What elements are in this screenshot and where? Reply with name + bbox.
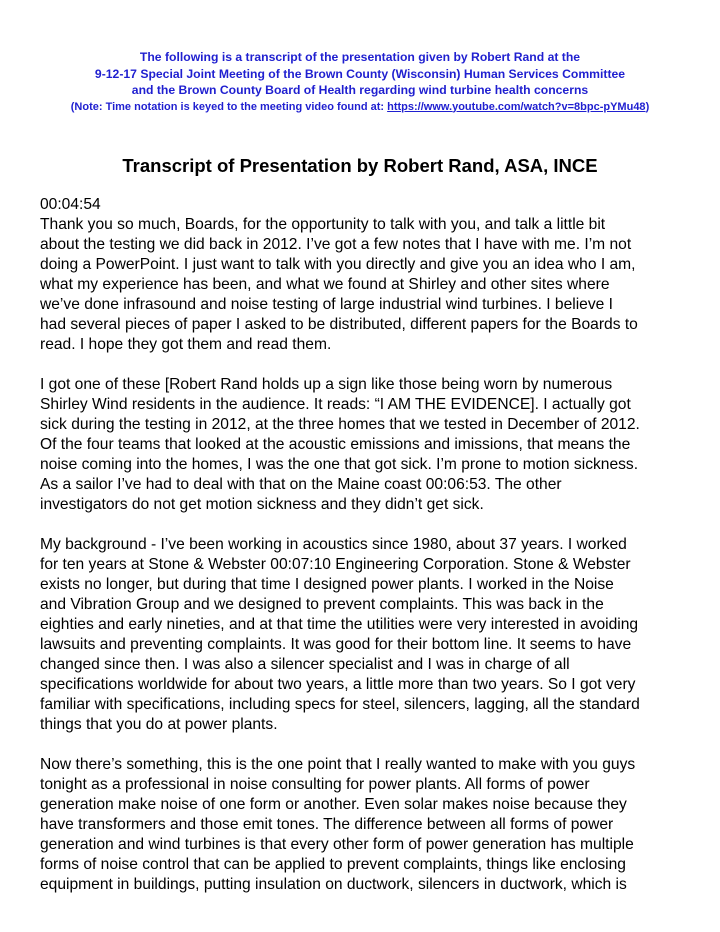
- transcript-paragraph: [40, 195, 680, 355]
- transcript-line: and Vibration Group and we designed to prevent complaints. This was back in the: [40, 596, 604, 613]
- header-note-prefix: (Note: Time notation is keyed to the meeting video found at:: [70, 100, 388, 113]
- transcript-line: about the testing we did back in 2012. I’ve got a few notes that I have with me. I’m not: [40, 236, 632, 253]
- transcript-line: sick during the testing in 2012, at the three homes that we tested in December of 2012.: [40, 416, 640, 433]
- transcript-body: [40, 195, 680, 895]
- transcript-line: exists no longer, but during that time I designed power plants. I worked in the Noise: [40, 576, 614, 593]
- transcript-line: noise coming into the homes, I was the one that got sick. I’m prone to motion sickness.: [40, 456, 639, 473]
- transcript-line: Of the four teams that looked at the acoustic emissions and imissions, that means the: [40, 436, 631, 453]
- header-note: [40, 99, 680, 116]
- transcript-line: generation make noise of one form or another. Even solar makes noise because they: [40, 796, 627, 813]
- transcript-line: generation and wind turbines is that every other form of power generation has multiple: [40, 836, 634, 853]
- transcript-line: equipment in buildings, putting insulation on ductwork, silencers in ductwork, which is: [40, 876, 627, 893]
- header-line-2: 9-12-17 Special Joint Meeting of the Brown County (Wisconsin) Human Services Committee: [94, 66, 626, 81]
- transcript-line: for ten years at Stone & Webster 00:07:10 Engineering Corporation. Stone & Webster: [40, 556, 631, 573]
- transcript-line: forms of noise control that can be applied to prevent complaints, things like enclosing: [40, 856, 626, 873]
- transcript-line: we’ve done infrasound and noise testing of large industrial wind turbines. I believe I: [40, 296, 613, 313]
- transcript-paragraph: [40, 375, 680, 515]
- transcript-line: investigators do not get motion sickness and they didn’t get sick.: [40, 496, 484, 513]
- transcript-paragraph: [40, 755, 680, 895]
- transcript-paragraph: [40, 535, 680, 735]
- document-title: Transcript of Presentation by Robert Rand, ASA, INCE: [122, 155, 598, 176]
- header-note-suffix: ): [645, 100, 650, 113]
- transcript-line: specifications worldwide for about two years, a little more than two years. So I got very: [40, 676, 636, 693]
- transcript-line: My background - I’ve been working in acoustics since 1980, about 37 years. I worked: [40, 536, 627, 553]
- transcript-line: familiar with specifications, including specs for steel, silencers, lagging, all the standard: [40, 696, 640, 713]
- transcript-line: tonight as a professional in noise consulting for power plants. All forms of power: [40, 776, 590, 793]
- transcript-line: what my experience has been, and what we found at Shirley and other sites where: [40, 276, 610, 293]
- transcript-line: I got one of these [Robert Rand holds up a sign like those being worn by numerous: [40, 376, 613, 393]
- transcript-line: Shirley Wind residents in the audience. It reads: “I AM THE EVIDENCE]. I actually got: [40, 396, 631, 413]
- transcript-line: Now there’s something, this is the one point that I really wanted to make with you guys: [40, 756, 636, 773]
- header-line-1: The following is a transcript of the presentation given by Robert Rand at the: [139, 50, 581, 64]
- header-line-3: and the Brown County Board of Health regarding wind turbine health concerns: [131, 83, 589, 97]
- transcript-line: As a sailor I’ve had to deal with that on the Maine coast 00:06:53. The other: [40, 476, 562, 493]
- transcript-line: have transformers and those emit tones. The difference between all forms of power: [40, 816, 614, 833]
- transcript-line: things that you do at power plants.: [40, 716, 278, 733]
- transcript-line: lawsuits and preventing complaints. It was good for their bottom line. It seems to have: [40, 636, 632, 653]
- transcript-header: [40, 0, 680, 115]
- transcript-line: eighties and early nineties, and at that time the utilities were very interested in avoiding: [40, 616, 639, 633]
- transcript-line: read. I hope they got them and read them.: [40, 336, 332, 353]
- transcript-line: had several pieces of paper I asked to be distributed, different papers for the Boards to: [40, 316, 638, 333]
- transcript-line: changed since then. I was also a silencer specialist and I was in charge of all: [40, 656, 570, 673]
- transcript-line: Thank you so much, Boards, for the opportunity to talk with you, and talk a little bit: [40, 216, 606, 233]
- video-link[interactable]: https://www.youtube.com/watch?v=8bpc-pYMu48: [387, 100, 646, 113]
- transcript-line: doing a PowerPoint. I just want to talk with you directly and give you an idea who I am,: [40, 256, 636, 273]
- transcript-line: 00:04:54: [40, 196, 101, 213]
